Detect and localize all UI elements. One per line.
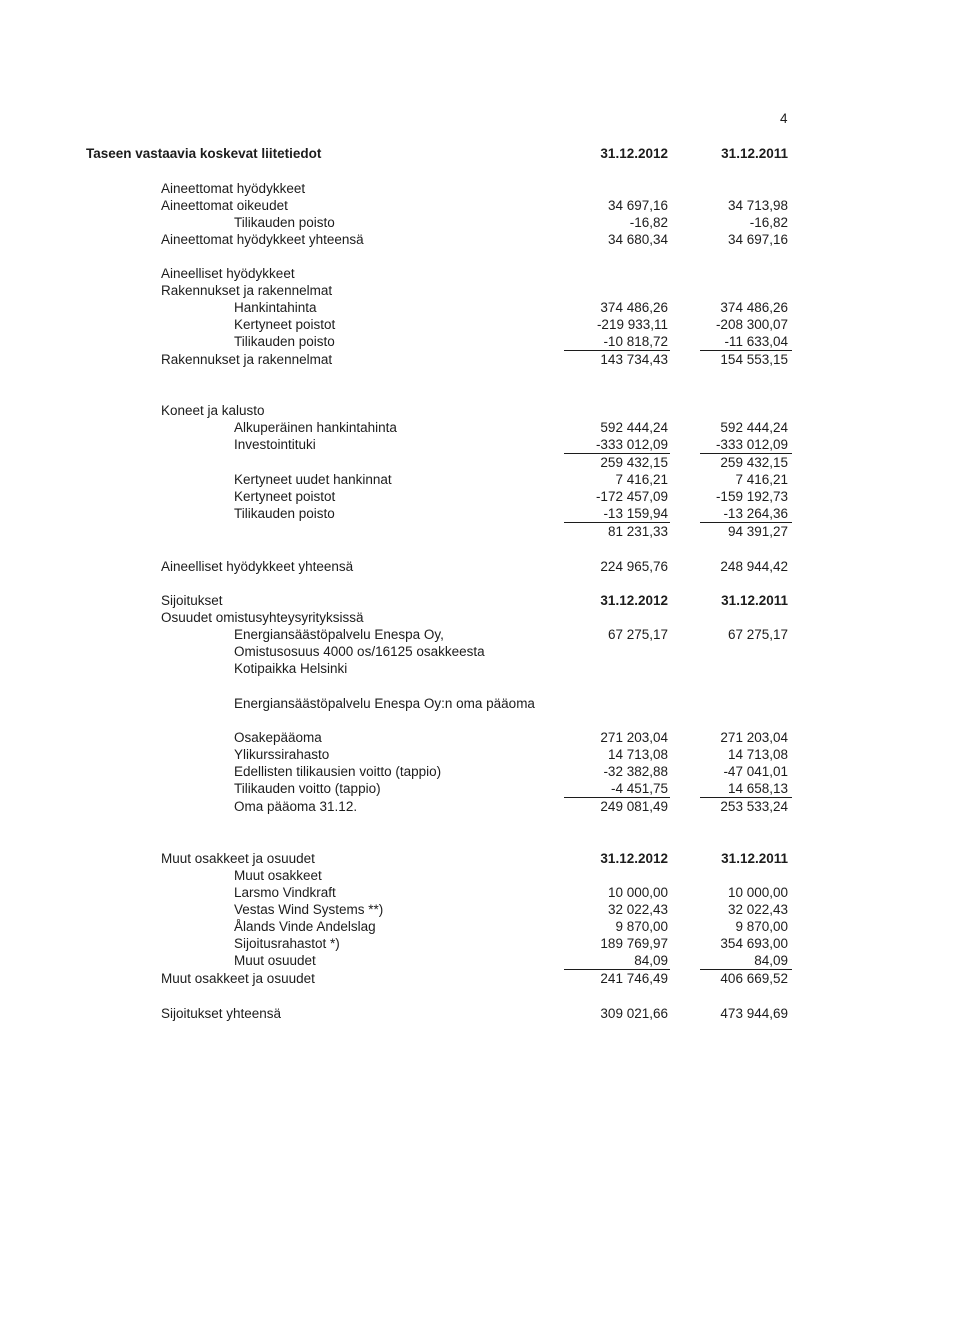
buildings-total-2011: 154 553,15	[720, 352, 788, 367]
intangible-rights-2011: 34 713,98	[727, 198, 788, 213]
buildings-heading: Rakennukset ja rakennelmat	[161, 283, 333, 298]
machinery-acc-label: Kertyneet poistot	[234, 489, 336, 504]
premium-2012: 14 713,08	[607, 747, 668, 762]
equity-rule	[700, 797, 792, 798]
units-2011: 84,09	[754, 953, 788, 968]
funds-label: Sijoitusrahastot *)	[234, 936, 340, 951]
page-title: Taseen vastaavia koskevat liitetiedot	[86, 146, 322, 161]
buildings-depr-2011: -11 633,04	[724, 334, 788, 349]
intangible-total-2011: 34 697,16	[727, 232, 788, 247]
machinery-grant-label: Investointituki	[234, 437, 316, 452]
other-total-rule	[700, 969, 792, 970]
equity-heading: Energiansäästöpalvelu Enespa Oy:n oma pääoma	[234, 696, 535, 711]
buildings-sum-rule	[564, 350, 670, 351]
tangible-total-2012: 224 965,76	[600, 559, 668, 574]
tangible-total-2011: 248 944,42	[720, 559, 788, 574]
intangible-depr-label: Tilikauden poisto	[234, 215, 335, 230]
other-total-2011: 406 669,52	[720, 971, 788, 986]
other-total-label: Muut osakkeet ja osuudet	[161, 971, 315, 986]
company-domicile: Kotipaikka Helsinki	[234, 661, 348, 676]
machinery-total-rule	[700, 522, 792, 523]
alands-label: Ålands Vinde Andelslag	[234, 919, 376, 934]
company-ownership: Omistusosuus 4000 os/16125 osakkeesta	[234, 644, 485, 659]
share-capital-2012: 271 203,04	[600, 730, 668, 745]
intangible-rights-2012: 34 697,16	[607, 198, 668, 213]
retained-2012: -32 382,88	[603, 764, 668, 779]
equity-2012: 249 081,49	[600, 799, 668, 814]
company-value-2011: 67 275,17	[727, 627, 788, 642]
machinery-new-label: Kertyneet uudet hankinnat	[234, 472, 392, 487]
machinery-sub-rule	[564, 453, 670, 454]
machinery-sub-2011: 259 432,15	[720, 455, 788, 470]
investments-col-2012: 31.12.2012	[600, 593, 668, 608]
share-capital-label: Osakepääoma	[234, 730, 322, 745]
buildings-sum-rule	[700, 350, 792, 351]
machinery-orig-2011: 592 444,24	[720, 420, 788, 435]
machinery-acc-2011: -159 192,73	[715, 489, 788, 504]
premium-label: Ylikurssirahasto	[234, 747, 330, 762]
buildings-depr-2012: -10 818,72	[603, 334, 668, 349]
intangible-depr-2011: -16,82	[749, 215, 788, 230]
machinery-sub-2012: 259 432,15	[600, 455, 668, 470]
machinery-grant-2011: -333 012,09	[715, 437, 788, 452]
larsmo-2011: 10 000,00	[727, 885, 788, 900]
buildings-acc-label: Kertyneet poistot	[234, 317, 336, 332]
other-heading: Muut osakkeet ja osuudet	[161, 851, 315, 866]
machinery-depr-2011: -13 264,36	[723, 506, 788, 521]
equity-rule	[564, 797, 670, 798]
investments-total-2011: 473 944,69	[720, 1006, 788, 1021]
buildings-cost-2011: 374 486,26	[720, 300, 788, 315]
premium-2011: 14 713,08	[727, 747, 788, 762]
intangible-total-label: Aineettomat hyödykkeet yhteensä	[161, 232, 364, 247]
investments-total-label: Sijoitukset yhteensä	[161, 1006, 282, 1021]
profit-2012: -4 451,75	[610, 781, 668, 796]
machinery-new-2012: 7 416,21	[615, 472, 668, 487]
investments-col-2011: 31.12.2011	[721, 593, 788, 608]
alands-2012: 9 870,00	[615, 919, 668, 934]
intangible-depr-2012: -16,82	[629, 215, 668, 230]
other-shares-heading: Muut osakkeet	[234, 868, 322, 883]
associates-heading: Osuudet omistusyhteysyrityksissä	[161, 610, 364, 625]
machinery-total-2012: 81 231,33	[607, 524, 668, 539]
alands-2011: 9 870,00	[735, 919, 788, 934]
intangible-total-2012: 34 680,34	[607, 232, 668, 247]
company-name: Energiansäästöpalvelu Enespa Oy,	[234, 627, 444, 642]
other-total-rule	[564, 969, 670, 970]
units-label: Muut osuudet	[234, 953, 316, 968]
machinery-total-rule	[564, 522, 670, 523]
buildings-acc-2011: -208 300,07	[715, 317, 788, 332]
vestas-2011: 32 022,43	[727, 902, 788, 917]
machinery-grant-2012: -333 012,09	[595, 437, 668, 452]
buildings-total-label: Rakennukset ja rakennelmat	[161, 352, 333, 367]
machinery-orig-label: Alkuperäinen hankintahinta	[234, 420, 397, 435]
larsmo-2012: 10 000,00	[607, 885, 668, 900]
buildings-depr-label: Tilikauden poisto	[234, 334, 335, 349]
retained-2011: -47 041,01	[723, 764, 788, 779]
other-col-2011: 31.12.2011	[721, 851, 788, 866]
company-value-2012: 67 275,17	[607, 627, 668, 642]
column-header-2011: 31.12.2011	[721, 146, 788, 161]
buildings-total-2012: 143 734,43	[600, 352, 668, 367]
machinery-new-2011: 7 416,21	[735, 472, 788, 487]
page-number: 4	[780, 111, 788, 126]
profit-label: Tilikauden voitto (tappio)	[234, 781, 381, 796]
intangible-rights-label: Aineettomat oikeudet	[161, 198, 288, 213]
other-col-2012: 31.12.2012	[600, 851, 668, 866]
investments-heading: Sijoitukset	[161, 593, 223, 608]
column-header-2012: 31.12.2012	[600, 146, 668, 161]
machinery-total-2011: 94 391,27	[727, 524, 788, 539]
units-2012: 84,09	[634, 953, 668, 968]
share-capital-2011: 271 203,04	[720, 730, 788, 745]
machinery-sub-rule	[700, 453, 792, 454]
buildings-cost-2012: 374 486,26	[600, 300, 668, 315]
retained-label: Edellisten tilikausien voitto (tappio)	[234, 764, 442, 779]
machinery-acc-2012: -172 457,09	[595, 489, 668, 504]
machinery-heading: Koneet ja kalusto	[161, 403, 265, 418]
equity-2011: 253 533,24	[720, 799, 788, 814]
funds-2012: 189 769,97	[600, 936, 668, 951]
equity-label: Oma pääoma 31.12.	[234, 799, 358, 814]
buildings-acc-2012: -219 933,11	[596, 317, 668, 332]
machinery-depr-label: Tilikauden poisto	[234, 506, 335, 521]
machinery-orig-2012: 592 444,24	[600, 420, 668, 435]
profit-2011: 14 658,13	[727, 781, 788, 796]
intangible-heading: Aineettomat hyödykkeet	[161, 181, 306, 196]
buildings-cost-label: Hankintahinta	[234, 300, 317, 315]
machinery-depr-2012: -13 159,94	[603, 506, 668, 521]
investments-total-2012: 309 021,66	[600, 1006, 668, 1021]
tangible-total-label: Aineelliset hyödykkeet yhteensä	[161, 559, 354, 574]
larsmo-label: Larsmo Vindkraft	[234, 885, 336, 900]
vestas-2012: 32 022,43	[607, 902, 668, 917]
vestas-label: Vestas Wind Systems **)	[234, 902, 384, 917]
tangible-heading: Aineelliset hyödykkeet	[161, 266, 295, 281]
funds-2011: 354 693,00	[720, 936, 788, 951]
other-total-2012: 241 746,49	[600, 971, 668, 986]
